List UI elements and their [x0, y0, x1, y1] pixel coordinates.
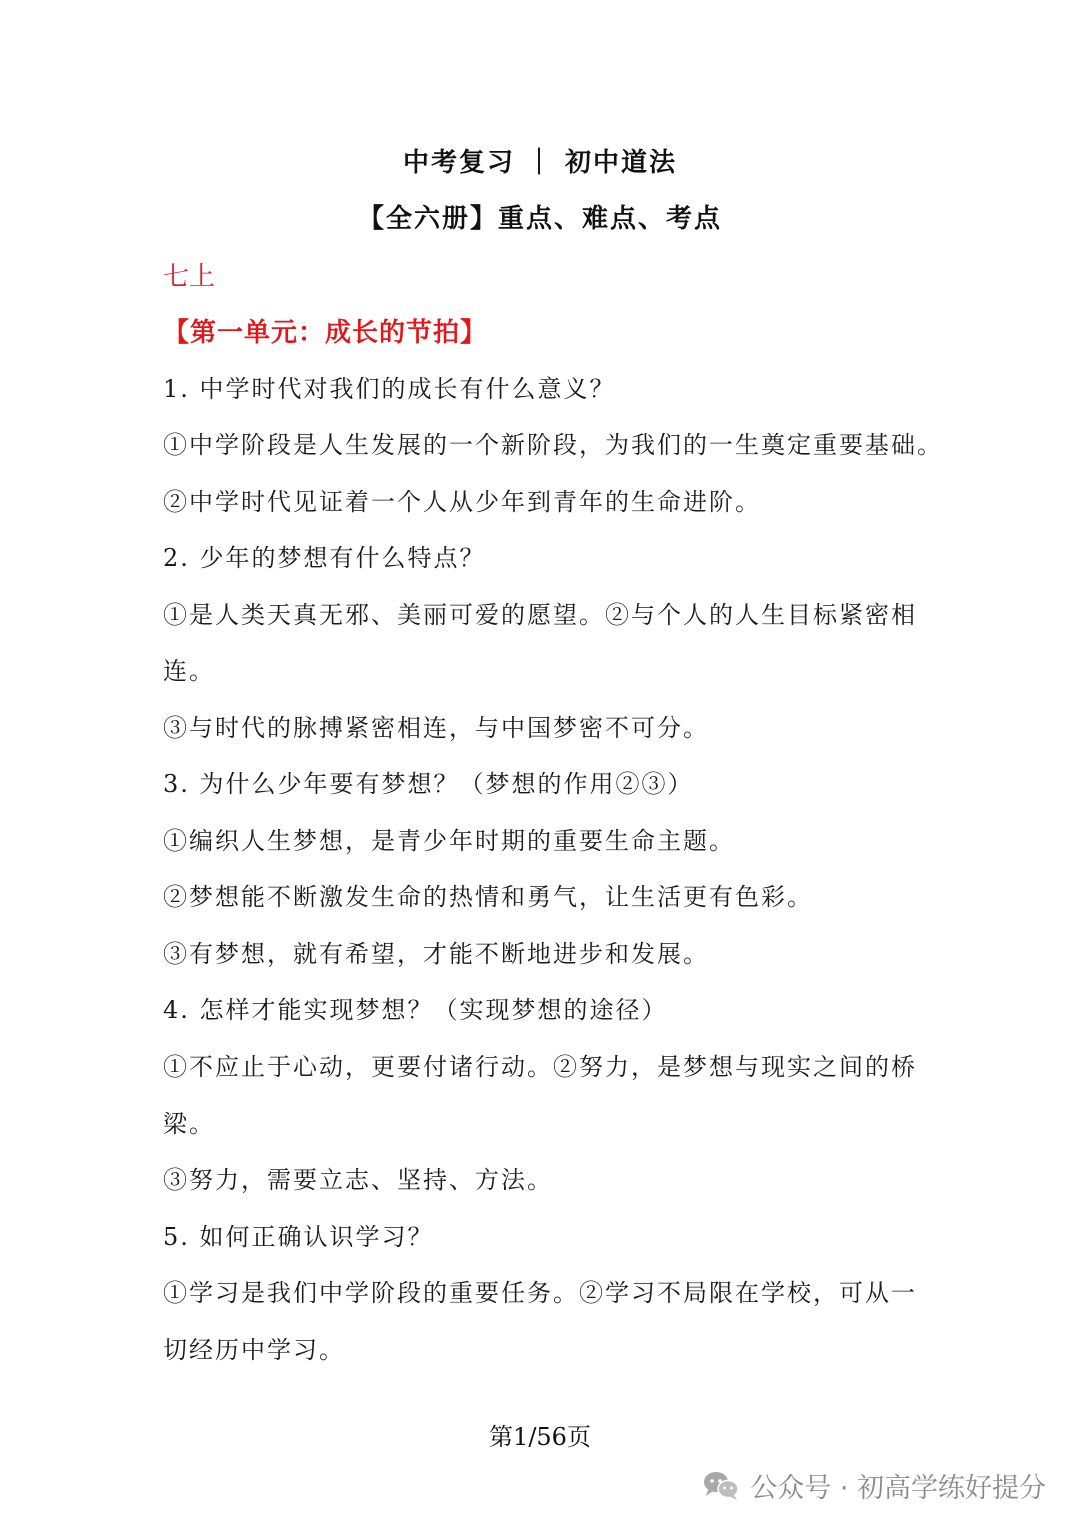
unit-heading: 【第一单元：成长的节拍】	[163, 318, 488, 348]
answer-line: 梁。	[163, 1110, 215, 1138]
answer-line: ①编织人生梦想，是青少年时期的重要生命主题。	[163, 827, 735, 855]
question-line: 5. 如何正确认识学习？	[163, 1223, 434, 1251]
question-line: 1. 中学时代对我们的成长有什么意义？	[163, 375, 616, 403]
answer-line: ②梦想能不断激发生命的热情和勇气，让生活更有色彩。	[163, 883, 813, 911]
question-line: 2. 少年的梦想有什么特点？	[163, 544, 486, 572]
document-title: 中考复习 ｜ 初中道法	[402, 148, 678, 178]
watermark	[702, 1463, 1046, 1507]
answer-line: ①学习是我们中学阶段的重要任务。②学习不局限在学校，可从一	[163, 1279, 917, 1307]
answer-line: ②中学时代见证着一个人从少年到青年的生命进阶。	[163, 488, 761, 516]
answer-line: ③与时代的脉搏紧密相连，与中国梦密不可分。	[163, 714, 709, 742]
answer-line: ①是人类天真无邪、美丽可爱的愿望。②与个人的人生目标紧密相	[163, 601, 917, 629]
question-line: 3. 为什么少年要有梦想？（梦想的作用②③）	[163, 770, 694, 798]
document-subtitle: 【全六册】重点、难点、考点	[357, 204, 722, 234]
question-line: 4. 怎样才能实现梦想？（实现梦想的途径）	[163, 996, 668, 1024]
wechat-icon	[702, 1469, 740, 1501]
answer-line: 切经历中学习。	[163, 1336, 345, 1364]
answer-line: ③有梦想，就有希望，才能不断地进步和发展。	[163, 940, 709, 968]
watermark-text: 公众号 · 初高学练好提分	[750, 1472, 1046, 1504]
page-number: 第1/56页	[489, 1423, 591, 1451]
grade-heading: 七上	[163, 262, 216, 292]
answer-line: ①中学阶段是人生发展的一个新阶段，为我们的一生奠定重要基础。	[163, 431, 943, 459]
answer-line: ①不应止于心动，更要付诸行动。②努力，是梦想与现实之间的桥	[163, 1053, 917, 1081]
answer-line: ③努力，需要立志、坚持、方法。	[163, 1166, 553, 1194]
answer-line: 连。	[163, 657, 215, 685]
